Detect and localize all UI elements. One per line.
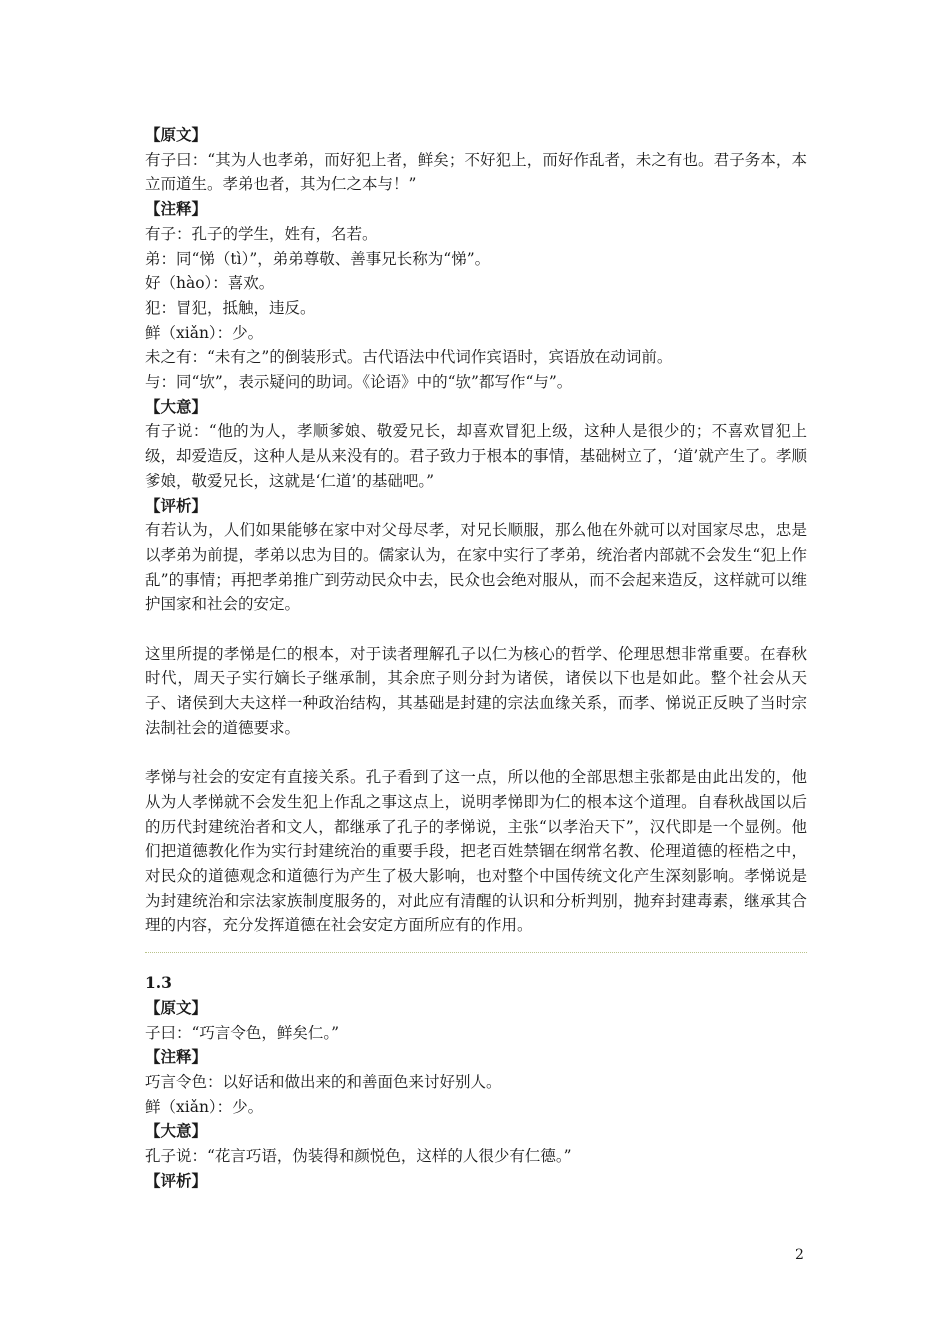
analysis-paragraph: 这里所提的孝悌是仁的根本，对于读者理解孔子以仁为核心的哲学、伦理思想非常重要。在春秋时代，周天子实行嫡长子继承制，其余庶子则分封为诸侯，诸侯以下也是如此。整个社会从天子、诸侯到大夫这样一种政治结构，其基础是封建的宗法血缘关系，而孝、悌说正反映了当时宗法制社会的道德要求。: [145, 644, 807, 737]
section-heading-meaning: 【大意】: [145, 396, 208, 416]
note-item: 有子：孔子的学生，姓有，名若。: [145, 224, 378, 243]
section-heading-analysis: 【评析】: [145, 1170, 208, 1190]
section-heading-analysis: 【评析】: [145, 495, 208, 515]
section-divider: [145, 952, 807, 953]
original-text: 有子曰：“其为人也孝弟，而好犯上者，鲜矣；不好犯上，而好作乱者，未之有也。君子务本，本立而道生。孝弟也者，其为仁之本与！”: [145, 150, 807, 194]
section-heading-original: 【原文】: [145, 997, 208, 1017]
note-item: 未之有：“未有之”的倒装形式。古代语法中代词作宾语时，宾语放在动词前。: [145, 348, 673, 367]
analysis-paragraph: 有若认为，人们如果能够在家中对父母尽孝，对兄长顺服，那么他在外就可以对国家尽忠，忠是以孝弟为前提，孝弟以忠为目的。儒家认为，在家中实行了孝弟，统治者内部就不会发生“犯上作乱”的事情；再把孝弟推广到劳动民众中去，民众也会绝对服从，而不会起来造反，这样就可以维护国家和社会的安定。: [145, 521, 807, 614]
document-page: [145, 123, 807, 1194]
meaning-text: 有子说：“他的为人，孝顺爹娘、敬爱兄长，却喜欢冒犯上级，这种人是很少的；不喜欢冒犯上级，却爱造反，这种人是从来没有的。君子致力于根本的事情，基础树立了，‘道’就产生了。孝顺爹娘，敬爱兄长，这就是‘仁道’的基础吧。”: [145, 422, 807, 490]
paragraph-gap: [145, 741, 807, 766]
note-item: 与：同“欤”，表示疑问的助词。《论语》中的“欤”都写作“与”。: [145, 373, 573, 392]
meaning-text: 孔子说：“花言巧语，伪装得和颜悦色，这样的人很少有仁德。”: [145, 1147, 572, 1166]
analysis-paragraph: 孝悌与社会的安定有直接关系。孔子看到了这一点，所以他的全部思想主张都是由此出发的，他从为人孝悌就不会发生犯上作乱之事这点上，说明孝悌即为仁的根本这个道理。自春秋战国以后的历代封建统治者和文人，都继承了孔子的孝悌说，主张“以孝治天下”，汉代即是一个显例。他们把道德教化作为实行封建统治的重要手段，把老百姓禁锢在纲常名教、伦理道德的桎梏之中，对民众的道德观念和道德行为产生了极大影响，也对整个中国传统文化产生深刻影响。孝悌说是为封建统治和宗法家族制度服务的，对此应有清醒的认识和分析判别，抛弃封建毒素，继承其合理的内容，充分发挥道德在社会安定方面所应有的作用。: [145, 768, 807, 935]
original-text: 子曰：“巧言令色，鲜矣仁。”: [145, 1023, 340, 1042]
paragraph-gap: [145, 617, 807, 642]
note-item: 巧言令色：以好话和做出来的和善面色来讨好别人。: [145, 1072, 502, 1091]
note-item: 鲜（xiǎn）：少。: [145, 323, 264, 342]
section-heading-notes: 【注释】: [145, 199, 208, 219]
note-item: 好（hào）：喜欢。: [145, 274, 275, 293]
section-heading-notes: 【注释】: [145, 1047, 208, 1067]
note-item: 弟：同“悌（tì）”，弟弟尊敬、善事兄长称为“悌”。: [145, 249, 491, 268]
section-heading-original: 【原文】: [145, 125, 208, 144]
section-number: 1.3: [145, 973, 172, 993]
page-number: 2: [795, 1247, 804, 1263]
note-item: 犯：冒犯，抵触，违反。: [145, 298, 316, 317]
section-heading-meaning: 【大意】: [145, 1121, 208, 1141]
note-item: 鲜（xiǎn）：少。: [145, 1097, 264, 1116]
